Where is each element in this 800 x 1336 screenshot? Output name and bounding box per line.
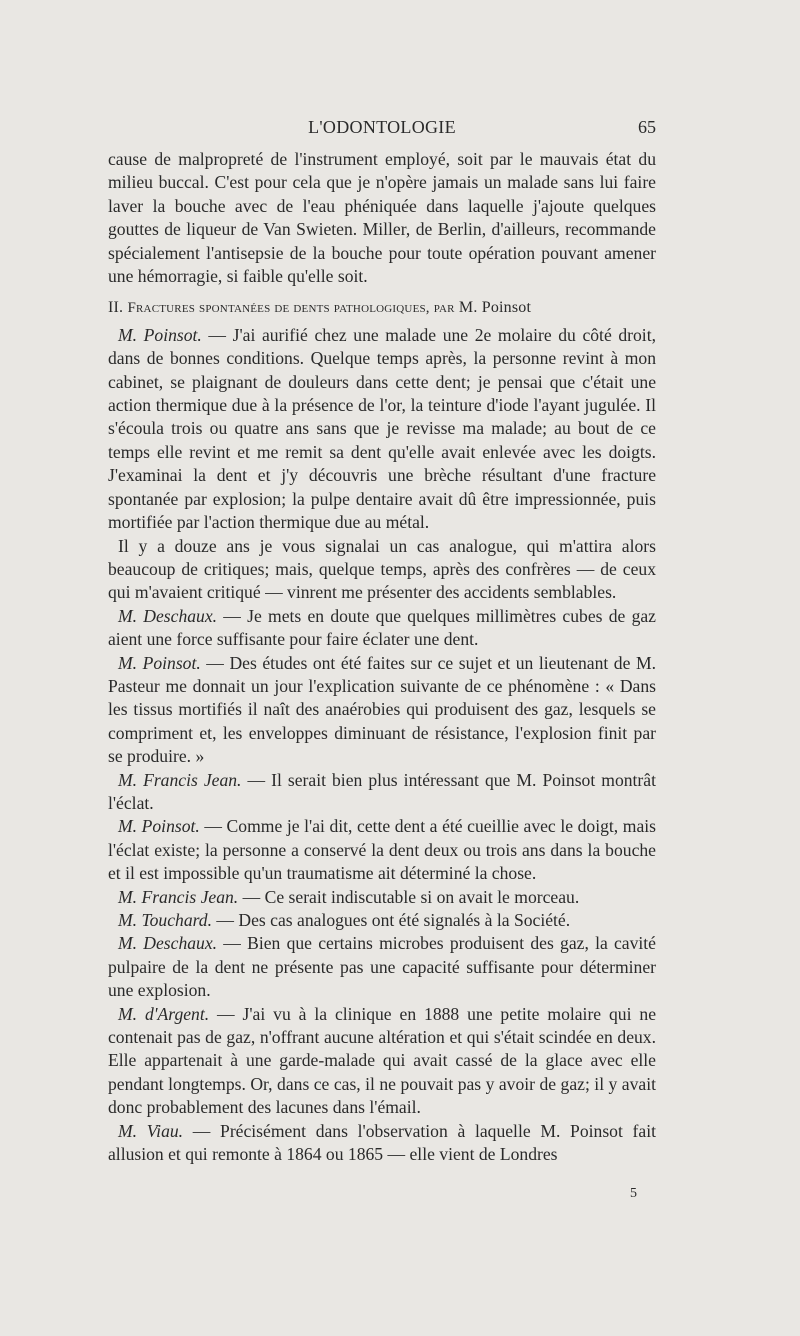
- paragraph: [108, 815, 656, 885]
- paragraph: [108, 1120, 656, 1167]
- running-header: [108, 117, 656, 143]
- body-text: [108, 148, 656, 1166]
- speech-text: — Des études ont été faites sur ce sujet et un lieutenant de M. Pasteur me donnait un jour l'explication suivante de ce phénomène : « Dans les tissus mortifiés il naît des anaérobies qui produisent des gaz, lesquels se compriment et, les enveloppes diminuant de résistance, l'explosion finit par se produire. »: [108, 652, 656, 767]
- paragraph: [108, 605, 656, 652]
- paragraph: [108, 932, 656, 1002]
- speaker-name: M. Poinsot.: [118, 324, 202, 345]
- speaker-name: M. Deschaux.: [118, 933, 218, 954]
- paragraph: [108, 909, 656, 932]
- paragraph: [108, 324, 656, 535]
- paragraph: Il y a douze ans je vous signalai un cas analogue, qui m'attira alors beaucoup de critiques; mais, quelque temps, après des confrères — de ceux qui m'avaient critiqué — vinrent me présenter des accidents semblables.: [108, 535, 656, 603]
- speech-text: — Bien que certains microbes produisent des gaz, la cavité pulpaire de la dent ne présente pas une capacité suffisante pour déterminer une explosion.: [108, 933, 656, 1001]
- section-heading: [108, 296, 656, 320]
- speaker-name: M. Francis Jean.: [118, 769, 242, 790]
- paragraph-intro: cause de malpropreté de l'instrument employé, soit par le mauvais état du milieu buccal. C'est pour cela que je n'opère jamais un malade sans lui faire laver la bouche avec de l'eau phéniquée dans laquelle j'ajoute quelques gouttes de liqueur de Van Swieten. Miller, de Berlin, d'ailleurs, recommande spécialement l'antisepsie de la bouche pour toute opération pouvant amener une hémorragie, si faible qu'elle soit.: [108, 149, 656, 287]
- paragraph: [108, 652, 656, 769]
- speech-text: — J'ai vu à la clinique en 1888 une petite molaire qui ne contenait pas de gaz, n'offrant aucune altération et qui s'était scindée en deux. Elle appartenait à une garde-malade qui avait cassé de la glace avec elle pendant longtemps. Or, dans ce cas, il ne pouvait pas y avoir de gaz; il y avait donc probablement des lacunes dans l'émail.: [108, 1003, 656, 1118]
- paragraph: [108, 1003, 656, 1120]
- page-number: 65: [638, 117, 656, 137]
- printer-signature-mark: 5: [630, 1186, 637, 1201]
- paragraph: [108, 769, 656, 816]
- speech-text: — J'ai aurifié chez une malade une 2e molaire du côté droit, dans de bonnes conditions. Quelque temps après, la personne revint à mon cabinet, se plaignant de douleurs dans cette dent; je pensai que c'était une action thermique due à la présence de l'or, la teinture d'iode l'ayant jugulée. Il s'écoula trois ou quatre ans sans que je revisse ma malade; au bout de ce temps elle revint et me remit sa dent qu'elle avait enlevée avec les doigts. J'examinai la dent et j'y découvris une brèche résultant d'une fracture spontanée par explosion; la pulpe dentaire avait dû être impressionnée, puis mortifiée par l'action thermique due au métal.: [108, 324, 656, 533]
- speech-text: — Comme je l'ai dit, cette dent a été cueillie avec le doigt, mais l'éclat existe; la personne a conservé la dent deux ou trois ans dans la bouche et il est impossible qu'un traumatisme ait déterminé la chose.: [108, 816, 656, 884]
- speech-text: — Il serait bien plus intéressant que M. Poinsot montrât l'éclat.: [108, 769, 656, 813]
- speech-text: — Ce serait indiscutable si on avait le morceau.: [238, 886, 580, 907]
- section-author: M. Poinsot: [458, 299, 532, 317]
- speaker-name: M. Poinsot.: [118, 816, 200, 837]
- speech-text: — Je mets en doute que quelques millimètres cubes de gaz aient une force suffisante pour faire éclater une dent.: [108, 605, 656, 650]
- speaker-name: M. Poinsot.: [118, 652, 201, 673]
- section-number: II.: [108, 299, 124, 317]
- speaker-name: M. Viau.: [118, 1120, 184, 1141]
- speaker-name: M. Deschaux.: [118, 605, 218, 626]
- speaker-name: M. Touchard.: [118, 910, 213, 930]
- journal-title: L'ODONTOLOGIE: [308, 117, 456, 137]
- speech-text: — Des cas analogues ont été signalés à la Société.: [212, 910, 571, 930]
- speech-text: — Précisément dans l'observation à laquelle M. Poinsot fait allusion et qui remonte à 1864 ou 1865 — elle vient de Londres: [108, 1120, 656, 1165]
- section-title: Fractures spontanées de dents pathologiques, par: [127, 300, 455, 317]
- paragraph: [108, 886, 656, 909]
- speaker-name: M. Francis Jean.: [118, 886, 239, 907]
- speaker-name: M. d'Argent.: [118, 1003, 210, 1024]
